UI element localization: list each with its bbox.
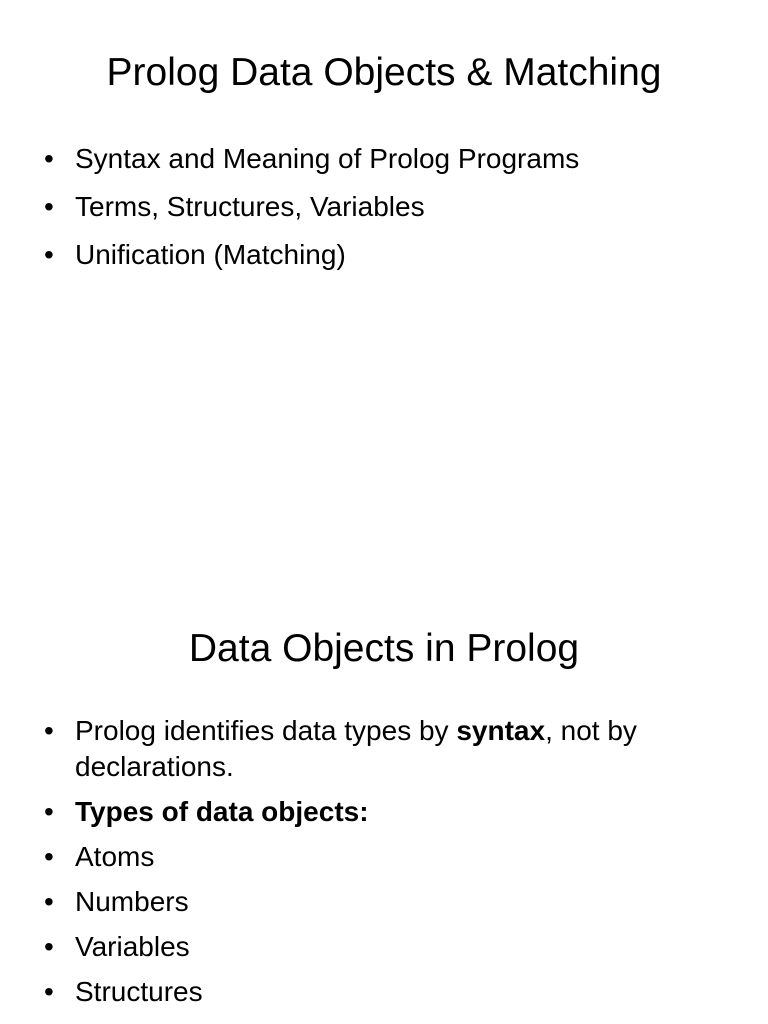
bullet-text: Atoms — [75, 841, 155, 872]
bullet-icon: • — [44, 841, 54, 872]
list-item — [44, 794, 734, 830]
slide-1-bullet-list — [44, 141, 734, 285]
slide-2-bullet-list — [44, 713, 734, 1019]
slide-2-title: Data Objects in Prolog — [188, 627, 580, 670]
bullet-text: Types of data objects: — [75, 796, 369, 827]
bullet-icon: • — [44, 886, 54, 917]
slide-1-title: Prolog Data Objects & Matching — [106, 51, 662, 94]
list-item — [44, 974, 734, 1010]
list-item — [44, 237, 734, 273]
list-item — [44, 189, 734, 225]
list-item — [44, 713, 734, 785]
bullet-icon: • — [44, 239, 54, 270]
bullet-icon: • — [44, 191, 54, 222]
list-item — [44, 141, 734, 177]
bullet-text: Unification (Matching) — [75, 239, 346, 270]
bullet-text: Variables — [75, 931, 190, 962]
bullet-icon: • — [44, 931, 54, 962]
bullet-text: Terms, Structures, Variables — [75, 191, 425, 222]
bullet-icon: • — [44, 143, 54, 174]
bullet-text: Structures — [75, 976, 203, 1007]
bullet-text-emphasis: syntax — [456, 715, 546, 746]
bullet-icon: • — [44, 976, 54, 1007]
bullet-icon: • — [44, 796, 54, 827]
bullet-text: Numbers — [75, 886, 189, 917]
bullet-text: Syntax and Meaning of Prolog Programs — [75, 143, 580, 174]
list-item — [44, 884, 734, 920]
list-item — [44, 839, 734, 875]
list-item — [44, 929, 734, 965]
bullet-text-suffix: , not by declarations. — [75, 715, 637, 782]
bullet-text-prefix: Prolog identifies data types by — [75, 715, 457, 746]
bullet-icon: • — [44, 715, 54, 746]
slide-2 — [0, 576, 768, 1024]
